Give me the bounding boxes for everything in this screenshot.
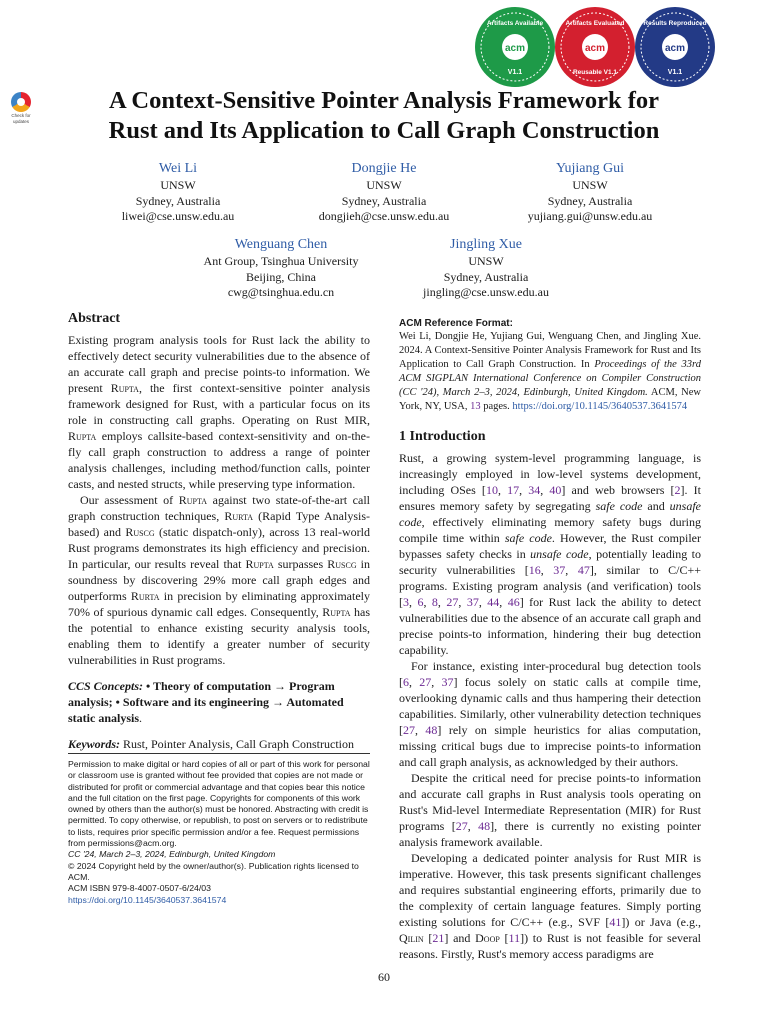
citation-link[interactable]: 46 [507,595,520,609]
author-name[interactable]: Yujiang Gui [555,161,625,176]
author-affiliation: Ant Group, Tsinghua University [203,254,359,268]
text-run: (Rapid Type Analysis-based) and [68,509,370,539]
author-location: Sydney, Australia [443,269,529,284]
citation-link[interactable]: 37 [441,675,454,689]
text-run: ]) to Rust is not feasible for several reasons. Firstly, Rust's memory access paradigms are [399,931,702,961]
text-run: , potentially leading to security vulnerabilities [ [399,547,702,577]
ccs-label: CCS Concepts: [68,679,144,693]
tool-name: Rupta [178,493,208,507]
text-run: unsafe code [399,499,701,529]
text-run: , the first context-sensitive pointer analysis framework designed for Rust, with a particular focus on its role in constructing call graphs. Operating on Rust MIR, [68,381,371,427]
author-block [490,160,690,225]
text-run: and [642,499,670,513]
paper-title [40,86,728,146]
page-count-link[interactable]: 13 [470,401,481,412]
author-email[interactable]: yujiang.gui@unsw.edu.au [527,209,653,223]
keywords-label: Keywords: [68,737,120,751]
seal-top-text: Artifacts Available [486,20,544,27]
text-run: pages. [480,401,513,412]
tool-name: Rurta [130,589,160,603]
text-run: safe code [595,499,643,513]
citation-link[interactable]: 44 [487,595,500,609]
text-run: , [415,723,426,737]
text-run: [ [423,931,433,945]
author-block [284,160,484,225]
right-column [399,318,701,962]
abstract-paragraph-1 [68,332,370,492]
author-location: Sydney, Australia [135,193,221,208]
ccs-end: . [139,711,143,725]
text-run: Our assessment of [80,493,179,507]
author-name[interactable]: Jingling Xue [450,237,522,252]
text-run: , [423,595,432,609]
abstract-heading: Abstract [68,311,121,326]
author-affiliation: UNSW [572,178,608,192]
citation-link[interactable]: 17 [507,483,520,497]
text-run: , [540,563,554,577]
text-run: unsafe code [530,547,589,561]
paper-title-line-2: Rust and Its Application to Call Graph Construction [108,117,660,144]
citation-link[interactable]: 6 [403,675,409,689]
tool-name: Doop [475,931,500,945]
citation-link[interactable]: 3 [403,595,409,609]
text-run: Existing program analysis tools for Rust lack the ability to effectively detect security vulnerabilities due to the absence of an accurate call graph and precise points-to information. We present [68,333,370,395]
crossmark-icon [11,92,31,112]
permission-text: Permission to make digital or hard copies of all or part of this work for personal or classroom use is granted without fee provided that copies are not made or distributed for profit or commercial advantage and that copies bear this notice and the full citation on the first page. Copyrights for components of this work owned by others than the author(s) must be honored. Abstracting with credit is permitted. To copy otherwise, or republish, to post on servers or to redistribute to lists, requires prior specific permission and/or a fee. Request permissions from permissions@acm.org. [68,759,370,849]
artifacts-available-seal [474,6,556,88]
seal-acm-text: acm [504,43,526,54]
tool-name: Ruscg [327,557,357,571]
citation-link[interactable]: 16 [528,563,541,577]
permission-block [68,759,370,906]
text-run: , effectively eliminating memory safety bugs during compile time within [399,515,701,545]
text-run: in precision by eliminating approximately 70% of spurious dynamic call edges. Consequently, [68,589,370,619]
seal-bottom-text: V1.1 [667,69,683,76]
text-run: ACM, New York, NY, USA, [399,387,701,412]
seal-bottom-text: V1.1 [507,69,523,76]
text-run: , [431,675,442,689]
check-for-updates-label-2: updates [12,119,29,124]
text-run: Developing a dedicated pointer analysis for Rust MIR is imperative. However, this task presents significant challenges and requires substantial engineering efforts, primarily due to the complexity of certain language features. Simply porting existing solutions for C/C++ (e.g., SVF [ [399,851,701,929]
paper-title-line-1: A Context-Sensitive Pointer Analysis Framework for [108,87,660,114]
citation-link[interactable]: 11 [508,931,521,945]
ccs-concepts [68,678,370,726]
citation-link[interactable]: 34 [528,483,541,497]
check-for-updates-label-1: Check for [11,113,31,118]
citation-link[interactable]: 21 [432,931,445,945]
text-run: ]) or Java (e.g., [621,915,701,929]
citation-link[interactable]: 37 [466,595,479,609]
text-run: ] and [444,931,476,945]
author-location: Beijing, China [246,269,316,284]
citation-link[interactable]: 40 [549,483,562,497]
page-number: 60 [378,970,390,984]
author-email[interactable]: jingling@cse.unsw.edu.au [423,285,549,299]
doi-link[interactable]: https://doi.org/10.1145/3640537.3641574 [512,401,688,412]
text-run: , [467,819,479,833]
text-run: employs callsite-based context-sensitivity and on-the-fly call graph construction to address a range of pointer analysis challenges, including method/function calls, pointer casts, and nested structs, while preserving type information. [68,429,370,491]
author-name[interactable]: Wenguang Chen [234,237,328,252]
text-run: , [478,595,488,609]
seal-badge-icon [554,6,636,88]
text-run: , [497,483,508,497]
text-run: , [409,675,420,689]
text-run: , [437,595,447,609]
author-affiliation: UNSW [160,178,196,192]
text-run: ]. It ensures memory safety by segregating [399,483,702,513]
text-run: [ [499,931,509,945]
citation-link[interactable]: 37 [553,563,566,577]
text-run: Wei Li, Dongjie He, Yujiang Gui, Wenguang Chen, and Jingling Xue. 2024. A Context-Sensitive Pointer Analysis Framework for Rust and Its Application to Call Graph Construction. In [399,331,701,370]
intro-paragraph-1 [399,450,701,658]
tool-name: Rurta [224,509,254,523]
author-email[interactable]: cwg@tsinghua.edu.cn [227,285,335,299]
text-run: ] focus solely on static calls at compile time, overlooking dynamic calls and thus hampering their detection capabilities. Similarly, other vulnerability detection techniques [ [399,675,702,737]
text-run: ], there is currently no existing pointer analysis framework available. [399,819,701,849]
ccs-text: • Theory of computation → Program analysis; • Software and its engineering → Automated static analysis [68,679,344,725]
citation-link[interactable]: 48 [425,723,438,737]
results-reproduced-seal [634,6,716,88]
author-location: Sydney, Australia [341,193,427,208]
text-run: , [565,563,578,577]
text-run: has the potential to enhance existing security analysis tools, enabling them to identify a greater number of security vulnerabilities in Rust programs. [68,605,370,667]
footnote-rule [68,753,370,754]
acm-reference-text [399,330,701,414]
left-column [68,310,370,752]
text-run: against two state-of-the-art call graph construction techniques, [68,493,370,523]
conference-line: CC '24, March 2–3, 2024, Edinburgh, United Kingdom [68,849,276,860]
author-block [386,236,586,301]
citation-link[interactable]: 27 [403,723,415,737]
text-run: (static dispatch-only), across 13 real-world Rust programs demonstrates its high efficiency and precision. In particular, our results reveal that [68,525,370,571]
citation-link[interactable]: 6 [417,595,424,609]
acm-reference-heading: ACM Reference Format: [399,318,513,329]
citation-link[interactable]: 41 [609,915,622,929]
text-run: ] for Rust lack the ability to detect vulnerabilities due to the absence of an accurate call graph and precise points-to information, hindering their bug detection capability. [399,595,702,657]
citation-link[interactable]: 27 [446,595,459,609]
text-run: Despite the critical need for precise points-to information and accurate call graphs in Rust analysis tools operating on Rust's Mid-level Intermediate Representation (MIR) for Rust programs [ [399,771,701,833]
keywords-text: Rust, Pointer Analysis, Call Graph Construction [120,737,354,751]
proceedings-title: Proceedings of the 33rd ACM SIGPLAN International Conference on Compiler Construction (CC '24), March 2–3, 2024, Edinburgh, United Kingdom. [399,359,701,398]
citation-link[interactable]: 47 [577,563,590,577]
author-block [168,236,394,301]
copyright-line: © 2024 Copyright held by the owner/author(s). Publication rights licensed to ACM. [68,860,359,882]
abstract-paragraph-2 [68,492,370,668]
author-email[interactable]: dongjieh@cse.unsw.edu.au [318,209,450,223]
citation-link[interactable]: 2 [674,483,681,497]
text-run: . However, the Rust compiler bypasses safety checks in [399,531,702,561]
seal-top-text: Artifacts Evaluated [565,20,625,27]
author-location: Sydney, Australia [547,193,633,208]
intro-paragraph-4 [399,850,701,962]
text-run: , [519,483,529,497]
author-name[interactable]: Wei Li [158,161,198,176]
isbn-line: ACM ISBN 979-8-4007-0507-6/24/03 [68,883,211,894]
text-run: safe code [504,531,552,545]
seal-bottom-text: Reusable V1.1 [572,69,618,76]
doi-link[interactable]: https://doi.org/10.1145/3640537.3641574 [68,894,227,905]
citation-link[interactable]: 10 [485,483,498,497]
author-block [78,160,278,225]
seal-acm-text: acm [584,43,606,54]
citation-link[interactable]: 27 [455,819,468,833]
tool-name: Rupta [68,429,97,443]
author-name[interactable]: Dongjie He [351,161,417,176]
tool-name: Rupta [110,381,139,395]
text-run: , [499,595,508,609]
seal-acm-text: acm [664,43,686,54]
text-run: in soundness by discovering 29% more call graph edges and outperforms [68,557,370,603]
citation-link[interactable]: 8 [431,595,438,609]
citation-link[interactable]: 48 [478,819,491,833]
check-for-updates-badge[interactable] [6,92,36,124]
seal-badge-icon [634,6,716,88]
text-run: ] rely on simple heuristics for alias computation, missing critical bugs due to imprecise points-to information and call graph analysis, as acknowledged by their authors. [399,723,701,769]
intro-paragraph-2 [399,658,701,770]
text-run: , [540,483,550,497]
text-run: , [409,595,418,609]
keywords [68,736,370,752]
author-email[interactable]: liwei@cse.unsw.edu.au [121,209,235,223]
intro-paragraph-3 [399,770,701,850]
text-run: ], similar to C/C++ programs. Existing program analysis (and verification) tools [ [399,563,701,609]
text-run: surpasses [273,557,328,571]
tool-name: Rupta [245,557,274,571]
tool-name: Qilin [399,931,424,945]
tool-name: Ruscg [125,525,155,539]
citation-link[interactable]: 27 [419,675,432,689]
tool-name: Rupta [322,605,351,619]
seal-top-text: Results Reproduced [643,20,707,27]
text-run: For instance, existing inter-procedural bug detection tools [ [399,659,701,689]
seal-badge-icon [474,6,556,88]
text-run: , [458,595,467,609]
text-run: Rust, a growing system-level programming language, is increasingly employed in low-level systems development, including OSes [ [399,451,701,497]
text-run: ] and web browsers [ [561,483,675,497]
author-affiliation: UNSW [468,254,504,268]
artifacts-evaluated-seal [554,6,636,88]
introduction-heading: 1 Introduction [399,429,486,444]
author-affiliation: UNSW [366,178,402,192]
